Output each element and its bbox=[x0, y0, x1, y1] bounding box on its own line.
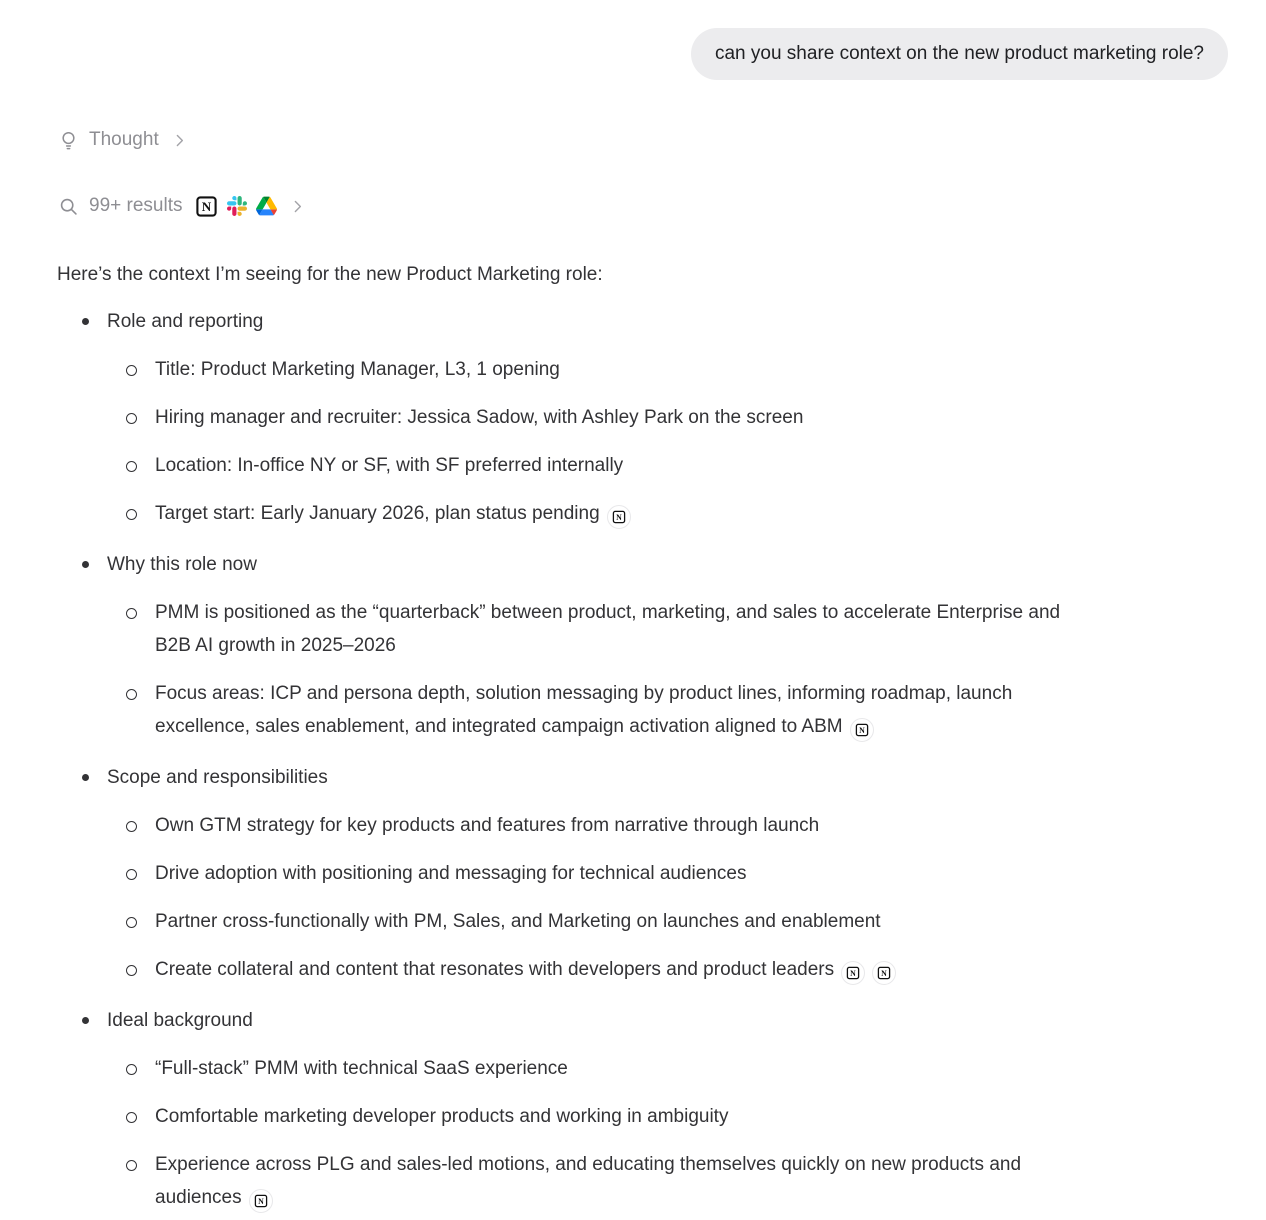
google-drive-icon bbox=[256, 196, 277, 217]
answer-section bbox=[57, 305, 1228, 530]
item-text: Target start: Early January 2026, plan status pending bbox=[155, 503, 600, 524]
svg-text:N: N bbox=[881, 968, 887, 978]
item-text: Hiring manager and recruiter: Jessica Sadow, with Ashley Park on the screen bbox=[155, 407, 804, 428]
section-items bbox=[107, 596, 1228, 743]
section-items bbox=[107, 809, 1228, 986]
item-text: Focus areas: ICP and persona depth, solution messaging by product lines, informing roadmap, launch excellence, sales enablement, and integrated campaign activation aligned to ABM bbox=[155, 683, 1013, 737]
search-icon bbox=[57, 195, 79, 217]
section-item bbox=[107, 401, 1062, 434]
section-item bbox=[107, 1148, 1062, 1214]
slack-icon bbox=[226, 196, 247, 217]
svg-text:N: N bbox=[202, 198, 212, 214]
section-item bbox=[107, 953, 1062, 986]
section-title: Why this role now bbox=[107, 554, 257, 575]
chevron-right-icon bbox=[171, 131, 189, 149]
item-text: Comfortable marketing developer products and working in ambiguity bbox=[155, 1106, 729, 1127]
notion-icon bbox=[846, 966, 860, 980]
svg-text:N: N bbox=[257, 1196, 264, 1206]
answer-section bbox=[57, 548, 1228, 743]
section-item bbox=[107, 1052, 1062, 1085]
item-text: Experience across PLG and sales-led motions, and educating themselves quickly on new products and audiences bbox=[155, 1154, 1022, 1208]
lightbulb-icon bbox=[57, 129, 79, 151]
section-item bbox=[107, 353, 1062, 386]
section-title: Scope and responsibilities bbox=[107, 767, 328, 788]
notion-citation-badge[interactable] bbox=[850, 718, 874, 742]
item-text: Location: In-office NY or SF, with SF preferred internally bbox=[155, 455, 624, 476]
results-count-label: 99+ results bbox=[89, 195, 183, 216]
svg-text:N: N bbox=[858, 725, 865, 735]
notion-icon bbox=[196, 196, 217, 217]
source-icons bbox=[196, 196, 277, 217]
section-item bbox=[107, 596, 1062, 662]
item-text: PMM is positioned as the “quarterback” between product, marketing, and sales to accelerate Enterprise and B2B AI growth in 2025–2026 bbox=[155, 602, 1061, 656]
section-item bbox=[107, 497, 1062, 530]
notion-icon bbox=[612, 510, 626, 524]
search-results-toggle[interactable] bbox=[57, 190, 307, 222]
user-message-row bbox=[57, 28, 1228, 80]
thought-label: Thought bbox=[89, 129, 159, 150]
chevron-right-icon bbox=[289, 197, 307, 215]
section-items bbox=[107, 1052, 1228, 1214]
answer-intro: Here’s the context I’m seeing for the new Product Marketing role: bbox=[57, 264, 603, 285]
notion-citation-badge[interactable] bbox=[607, 505, 631, 529]
section-title: Ideal background bbox=[107, 1010, 253, 1031]
answer-list bbox=[57, 305, 1228, 1214]
section-item bbox=[107, 677, 1062, 743]
section-title: Role and reporting bbox=[107, 311, 264, 332]
answer-section bbox=[57, 1004, 1228, 1214]
user-message-bubble: can you share context on the new product marketing role? bbox=[691, 28, 1228, 80]
section-item bbox=[107, 1100, 1062, 1133]
svg-text:N: N bbox=[850, 968, 856, 978]
notion-icon bbox=[254, 1194, 268, 1208]
answer-section bbox=[57, 761, 1228, 986]
notion-citation-badge[interactable] bbox=[872, 961, 896, 985]
section-item bbox=[107, 449, 1062, 482]
item-text: Create collateral and content that resonates with developers and product leaders bbox=[155, 959, 835, 980]
section-items bbox=[107, 353, 1228, 530]
item-text: “Full-stack” PMM with technical SaaS experience bbox=[155, 1058, 568, 1079]
svg-text:N: N bbox=[615, 512, 622, 522]
item-text: Drive adoption with positioning and messaging for technical audiences bbox=[155, 863, 747, 884]
item-text: Own GTM strategy for key products and features from narrative through launch bbox=[155, 815, 820, 836]
notion-citation-badge[interactable] bbox=[249, 1189, 273, 1213]
notion-citation-badge[interactable] bbox=[841, 961, 865, 985]
notion-icon bbox=[877, 966, 891, 980]
item-text: Title: Product Marketing Manager, L3, 1 opening bbox=[155, 359, 560, 380]
section-item bbox=[107, 809, 1062, 842]
notion-icon bbox=[855, 723, 869, 737]
item-text: Partner cross-functionally with PM, Sales, and Marketing on launches and enablement bbox=[155, 911, 881, 932]
thought-toggle[interactable] bbox=[57, 124, 189, 156]
section-item bbox=[107, 857, 1062, 890]
section-item bbox=[107, 905, 1062, 938]
